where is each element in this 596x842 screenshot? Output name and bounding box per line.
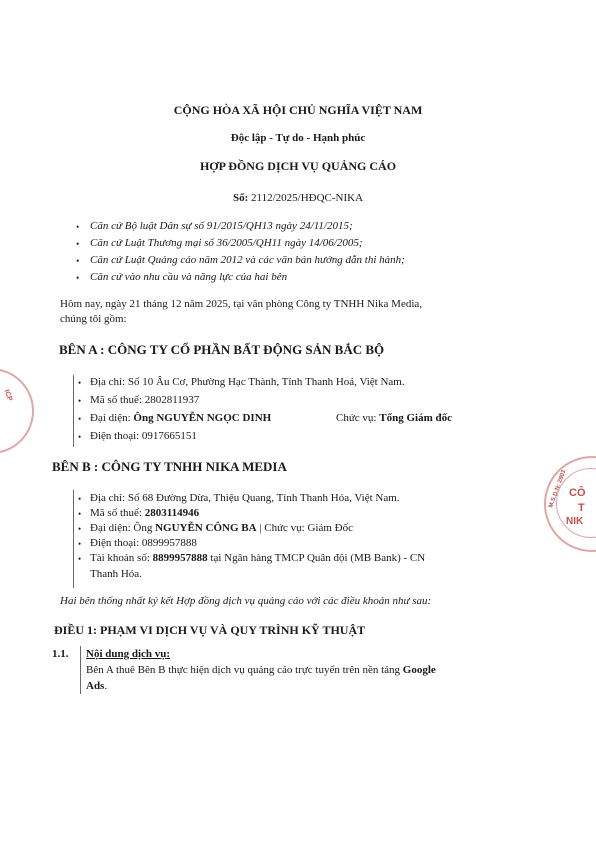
contract-number-label: Số: xyxy=(232,192,249,204)
legal-basis-item: Căn cứ Luật Thương mại số 36/2005/QH11 ngày 14/06/2005; xyxy=(90,237,363,249)
contract-number xyxy=(0,192,596,204)
company-seal-left xyxy=(0,368,34,454)
article-1-bracket xyxy=(80,646,81,694)
contract-number-value: 2112/2025/HĐQC-NIKA xyxy=(251,192,364,204)
party-a-details: • Địa chỉ: Số 10 Âu Cơ, Phường Hạc Thành, Tỉnh Thanh Hoá, Việt Nam. • Mã số thuế: 2802811937 • Đại diện: Ông NGUYỄN NGỌC DINH Chức vụ: Tổng Giám đốc • Điện thoại: 0917665151 xyxy=(78,376,452,442)
article-1-platform-part-1: Google xyxy=(402,664,436,676)
company-seal-right-line1: CÔ xyxy=(569,487,586,499)
article-1-heading: ĐIỀU 1: PHẠM VI DỊCH VỤ VÀ QUY TRÌNH KỸ THUẬT xyxy=(54,623,366,637)
party-a-rep-name: Ông NGUYỄN NGỌC DINH xyxy=(133,412,272,424)
national-title: CỘNG HÒA XÃ HỘI CHỦ NGHĨA VIỆT NAM xyxy=(173,103,423,117)
legal-bases-list: • Căn cứ Bộ luật Dân sự số 91/2015/QH13 ngày 24/11/2015; • Căn cứ Luật Thương mại số 36/2005/QH11 ngày 14/06/2005; • Căn cứ Luật Quảng cáo năm 2012 và các văn bản hướng dẫn thi hành; • Căn cứ vào nhu cầu và năng lực của hai bên xyxy=(76,220,405,283)
company-seal-left-text: ICP xyxy=(2,388,14,403)
article-1-section-number: 1.1. xyxy=(52,648,69,660)
party-b-tax-value: 2803114946 xyxy=(144,507,200,519)
national-motto: Độc lập - Tự do - Hạnh phúc xyxy=(230,132,366,144)
legal-basis-item: Căn cứ Bộ luật Dân sự số 91/2015/QH13 ngày 24/11/2015; xyxy=(90,220,353,232)
article-1-body-line-1 xyxy=(86,664,436,676)
party-a-phone: Điện thoại: 0917665151 xyxy=(90,430,197,442)
party-a-heading: BÊN A : CÔNG TY CỔ PHẦN BẤT ĐỘNG SẢN BẮC BỘ xyxy=(59,342,385,357)
party-b-account-value: 8899957888 xyxy=(152,552,208,564)
article-1-section-title: Nội dung dịch vụ: xyxy=(86,648,171,660)
article-1-body-line-2 xyxy=(86,680,107,692)
party-a-rep-label: Đại diện: xyxy=(90,412,131,424)
company-seal-right-arc: M.S.D.N: 2803 xyxy=(548,469,568,509)
party-a-position xyxy=(336,412,452,424)
article-1-body-text: Bên A thuê Bên B thực hiện dịch vụ quảng cáo trực tuyến trên nền tảng xyxy=(86,664,401,676)
legal-basis-item: Căn cứ Luật Quảng cáo năm 2012 và các văn bản hướng dẫn thi hành; xyxy=(90,254,405,266)
party-b-phone: Điện thoại: 0899957888 xyxy=(90,537,197,549)
party-b-rep-name: NGUYỄN CÔNG BA xyxy=(155,522,257,534)
party-a-bracket xyxy=(73,375,74,447)
intro-line-2: chúng tôi gồm: xyxy=(60,313,127,325)
party-b-account-branch: Thanh Hóa. xyxy=(90,568,142,580)
party-b-account-label: Tài khoản số: xyxy=(90,552,150,564)
contract-title: HỢP ĐỒNG DỊCH VỤ QUẢNG CÁO xyxy=(199,159,397,173)
party-a-tax-code: Mã số thuế: 2802811937 xyxy=(90,394,200,406)
party-b-bracket xyxy=(73,490,74,588)
party-a-position-value: Tổng Giám đốc xyxy=(379,412,452,424)
agreement-statement: Hai bên thống nhất ký kết Hợp đồng dịch vụ quảng cáo với các điều khoản như sau: xyxy=(60,595,432,607)
party-a-position-label: Chức vụ: xyxy=(336,412,377,424)
party-a-address: Địa chỉ: Số 10 Âu Cơ, Phường Hạc Thành, Tỉnh Thanh Hoá, Việt Nam. xyxy=(90,376,405,388)
party-b-heading: BÊN B : CÔNG TY TNHH NIKA MEDIA xyxy=(52,459,287,474)
legal-basis-item: Căn cứ vào nhu cầu và năng lực của hai bên xyxy=(90,271,288,283)
article-1-platform-part-2: Ads xyxy=(86,680,105,692)
article-1-body-end: . xyxy=(104,680,108,692)
party-b-rep-label: Đại diện: Ông xyxy=(90,522,153,534)
company-seal-right-line2: T xyxy=(578,502,585,514)
party-b-rep-position: | Chức vụ: Giám Đốc xyxy=(259,522,353,534)
intro-line-1: Hôm nay, ngày 21 tháng 12 năm 2025, tại văn phòng Công ty TNHH Nika Media, xyxy=(60,298,423,310)
party-b-tax-label: Mã số thuế: xyxy=(90,507,142,519)
party-b-details: • Địa chỉ: Số 68 Đường Dừa, Thiệu Quang, Tỉnh Thanh Hóa, Việt Nam. • Mã số thuế: 2803114946 • Đại diện: Ông NGUYỄN CÔNG BA | Chức vụ: Giám Đốc • Điện thoại: 0899957888 • Tài khoản số: 8899957888 tại Ngân hàng TMCP Quân đội (MB Bank) - CN Thanh Hóa. xyxy=(78,492,426,580)
party-b-address: Địa chỉ: Số 68 Đường Dừa, Thiệu Quang, Tỉnh Thanh Hóa, Việt Nam. xyxy=(90,492,400,504)
company-seal-right-line3: NIK xyxy=(566,516,584,527)
party-b-account-bank: tại Ngân hàng TMCP Quân đội (MB Bank) - CN xyxy=(210,552,426,564)
